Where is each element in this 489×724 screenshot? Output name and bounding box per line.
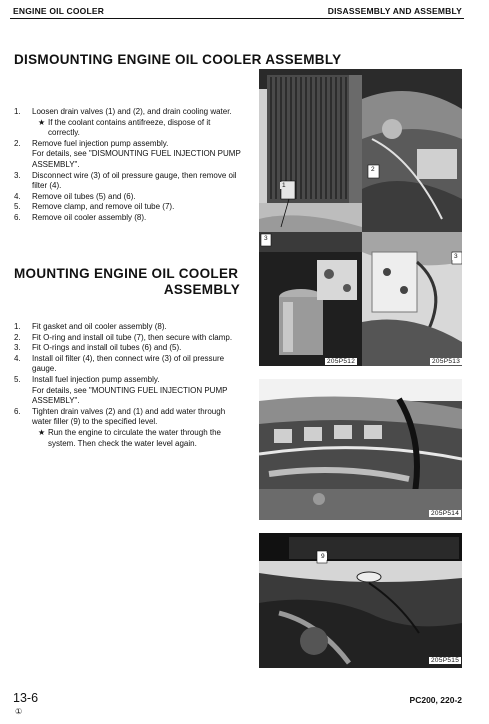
list-item: 6. Tighten drain valves (2) and (1) and add water through water filler (9) to the specified level. ★ Run the engine to circulate the water through the system. Then check the water level again. (14, 407, 242, 449)
list-item: 5. Remove clamp, and remove oil tube (7). (14, 202, 175, 212)
mounting-steps (14, 322, 242, 449)
photo-code: 205P514 (431, 510, 460, 517)
note: ★ If the coolant contains antifreeze, dispose of it correctly. (38, 117, 211, 138)
photo-code: 205P512 (327, 358, 356, 365)
list-item: 2. Fit O-ring and install oil tube (7), then secure with clamp. (14, 332, 233, 342)
chapter-header: DISASSEMBLY AND ASSEMBLY (327, 6, 462, 16)
list-item: 1. Loosen drain valves (1) and (2), and drain cooling water. ★ If the coolant contains antifreeze, dispose of it correctly. (14, 107, 242, 139)
list-item: 3. Fit O-rings and install oil tubes (6) and (5). (14, 343, 182, 353)
photo-oil-tubes (259, 379, 462, 520)
list-item: 4. Remove oil tubes (5) and (6). (14, 191, 136, 201)
photo-oil-filter (259, 232, 362, 366)
page-number: 13-6 (13, 691, 39, 705)
list-item: 4. Install oil filter (4), then connect wire (3) of oil pressure gauge. (14, 353, 225, 374)
callout-label: 2 (371, 166, 375, 173)
list-item: 1. Fit gasket and oil cooler assembly (8). (14, 322, 167, 331)
dismounting-steps (14, 107, 242, 224)
photo-code: 205P515 (431, 657, 460, 664)
dismounting-title: DISMOUNTING ENGINE OIL COOLER ASSEMBLY (14, 52, 342, 67)
note: ★ Run the engine to circulate the water through the system. Then check the water level again. (38, 427, 221, 448)
star-icon: ★ (38, 427, 46, 437)
photo-oil-cooler-drain (259, 69, 362, 241)
star-icon: ★ (38, 117, 46, 127)
list-item: 5. Install fuel injection pump assembly. For details, see "MOUNTING FUEL INJECTION PUMP ASSEMBLY". (14, 374, 228, 406)
model-number: PC200, 220-2 (409, 695, 462, 705)
callout-label: 3 (454, 253, 458, 260)
list-item: 6. Remove oil cooler assembly (8). (14, 212, 147, 222)
photo-code: 205P513 (432, 358, 461, 365)
callout-label: 9 (321, 553, 325, 560)
callout-label: 1 (282, 182, 286, 189)
photo-engine-side (362, 69, 462, 241)
mounting-title: MOUNTING ENGINE OIL COOLER ASSEMBLY (14, 266, 240, 297)
photo-water-filler (259, 533, 462, 668)
list-item: 3. Disconnect wire (3) of oil pressure gauge, then remove oil filter (4). (14, 170, 237, 191)
revision-mark: ① (15, 707, 23, 716)
header-rule (10, 18, 464, 19)
photo-oil-pressure-wire (362, 232, 462, 366)
section-header: ENGINE OIL COOLER (13, 6, 105, 16)
callout-label: 3 (264, 235, 268, 242)
list-item: 2. Remove fuel injection pump assembly. For details, see "DISMOUNTING FUEL INJECTION PUMP ASSEMBLY". (14, 138, 241, 169)
